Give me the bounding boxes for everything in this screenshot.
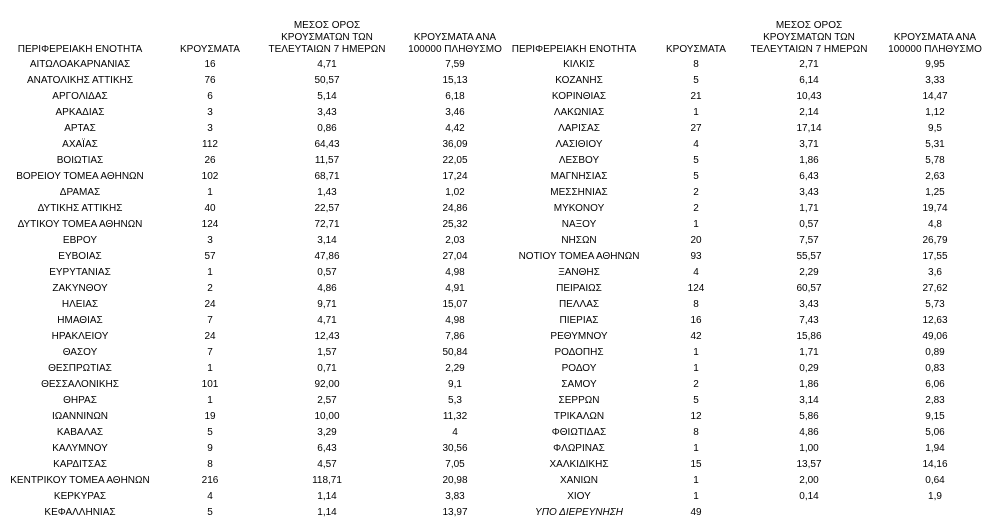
left-cases-cell: 57 bbox=[204, 251, 216, 262]
right-region-cell: ΛΑΣΙΘΙΟΥ bbox=[555, 139, 603, 150]
right-avg-cell: 2,71 bbox=[799, 59, 819, 70]
left-region-cell: ΘΗΡΑΣ bbox=[63, 395, 97, 406]
left-avg-cell: 12,43 bbox=[314, 331, 340, 342]
right-avg-cell: 7,57 bbox=[799, 235, 819, 246]
right-cases-cell: 4 bbox=[693, 267, 699, 278]
left-avg-cell: 2,57 bbox=[317, 395, 337, 406]
left-per100k-cell: 4,98 bbox=[445, 267, 465, 278]
right-avg-cell: 3,71 bbox=[799, 139, 819, 150]
table-row bbox=[0, 393, 990, 409]
left-cases-cell: 2 bbox=[207, 283, 213, 294]
right-avg-cell: 4,86 bbox=[799, 427, 819, 438]
right-cases-cell: 93 bbox=[690, 251, 702, 262]
left-cases-cell: 40 bbox=[204, 203, 216, 214]
table-row bbox=[0, 169, 990, 185]
right-cases-cell: 1 bbox=[693, 443, 699, 454]
right-per100k-cell: 26,79 bbox=[922, 235, 948, 246]
right-region-cell: ΡΟΔΟΠΗΣ bbox=[554, 347, 604, 358]
table-row bbox=[0, 281, 990, 297]
right-avg-cell: 1,71 bbox=[799, 347, 819, 358]
left-cases-cell: 3 bbox=[207, 235, 213, 246]
right-region-cell: ΚΟΖΑΝΗΣ bbox=[555, 75, 603, 86]
left-region-cell: ΗΛΕΙΑΣ bbox=[61, 299, 99, 310]
left-avg-cell: 3,14 bbox=[317, 235, 337, 246]
right-region-cell: ΜΥΚΟΝΟΥ bbox=[553, 203, 605, 214]
right-avg-cell: 3,43 bbox=[799, 187, 819, 198]
left-cases-cell: 1 bbox=[207, 395, 213, 406]
left-per100k-cell: 36,09 bbox=[442, 139, 468, 150]
right-avg-cell: 10,43 bbox=[796, 91, 822, 102]
right-cases-cell: 1 bbox=[693, 347, 699, 358]
header-avg-right: ΜΕΣΟΣ ΟΡΟΣ ΚΡΟΥΣΜΑΤΩΝ ΤΩΝ ΤΕΛΕΥΤΑΙΩΝ 7 ΗΜΕΡΩΝ bbox=[750, 20, 868, 55]
right-cases-cell: 5 bbox=[693, 171, 699, 182]
left-region-cell: ΒΟΡΕΙΟΥ ΤΟΜΕΑ ΑΘΗΝΩΝ bbox=[16, 171, 144, 182]
right-cases-cell: 8 bbox=[693, 427, 699, 438]
right-cases-cell: 2 bbox=[693, 187, 699, 198]
right-region-cell: ΣΕΡΡΩΝ bbox=[558, 395, 600, 406]
right-avg-cell: 2,14 bbox=[799, 107, 819, 118]
left-avg-cell: 22,57 bbox=[314, 203, 340, 214]
right-per100k-cell: 2,63 bbox=[925, 171, 945, 182]
right-per100k-cell: 3,33 bbox=[925, 75, 945, 86]
right-avg-cell: 7,43 bbox=[799, 315, 819, 326]
table-row bbox=[0, 233, 990, 249]
right-avg-cell: 6,14 bbox=[799, 75, 819, 86]
left-per100k-cell: 30,56 bbox=[442, 443, 468, 454]
left-region-cell: ΑΡΚΑΔΙΑΣ bbox=[55, 107, 105, 118]
right-cases-cell: 1 bbox=[693, 491, 699, 502]
table-row bbox=[0, 153, 990, 169]
left-avg-cell: 47,86 bbox=[314, 251, 340, 262]
left-cases-cell: 112 bbox=[202, 139, 218, 150]
left-per100k-cell: 25,32 bbox=[442, 219, 468, 230]
left-per100k-cell: 7,59 bbox=[445, 59, 465, 70]
left-per100k-cell: 4,42 bbox=[445, 123, 465, 134]
left-cases-cell: 4 bbox=[207, 491, 213, 502]
table-row bbox=[0, 73, 990, 89]
left-region-cell: ΒΟΙΩΤΙΑΣ bbox=[56, 155, 104, 166]
right-cases-cell: 1 bbox=[693, 219, 699, 230]
left-cases-cell: 6 bbox=[207, 91, 213, 102]
left-region-cell: ΔΡΑΜΑΣ bbox=[59, 187, 101, 198]
left-region-cell: ΕΥΒΟΙΑΣ bbox=[58, 251, 102, 262]
right-region-cell: ΤΡΙΚΑΛΩΝ bbox=[553, 411, 605, 422]
left-region-cell: ΕΥΡΥΤΑΝΙΑΣ bbox=[49, 267, 111, 278]
left-cases-cell: 24 bbox=[204, 299, 216, 310]
table-row bbox=[0, 105, 990, 121]
left-avg-cell: 10,00 bbox=[314, 411, 340, 422]
left-avg-cell: 64,43 bbox=[314, 139, 340, 150]
right-avg-cell: 5,86 bbox=[799, 411, 819, 422]
right-region-cell: ΜΕΣΣΗΝΙΑΣ bbox=[550, 187, 608, 198]
left-region-cell: ΗΜΑΘΙΑΣ bbox=[57, 315, 103, 326]
right-region-cell: ΝΗΣΩΝ bbox=[561, 235, 597, 246]
left-per100k-cell: 17,24 bbox=[442, 171, 468, 182]
left-avg-cell: 50,57 bbox=[314, 75, 340, 86]
right-per100k-cell: 1,9 bbox=[928, 491, 942, 502]
right-avg-cell: 1,86 bbox=[799, 155, 819, 166]
right-cases-cell: 124 bbox=[687, 283, 705, 294]
left-cases-cell: 1 bbox=[207, 187, 213, 198]
right-region-cell: ΠΙΕΡΙΑΣ bbox=[559, 315, 599, 326]
left-cases-cell: 1 bbox=[207, 267, 213, 278]
right-cases-cell: 5 bbox=[693, 75, 699, 86]
left-cases-cell: 16 bbox=[204, 59, 216, 70]
table-row bbox=[0, 121, 990, 137]
left-per100k-cell: 22,05 bbox=[442, 155, 468, 166]
right-per100k-cell: 12,63 bbox=[922, 315, 948, 326]
right-per100k-cell: 5,73 bbox=[925, 299, 945, 310]
header-per100k-right: ΚΡΟΥΣΜΑΤΑ ΑΝΑ 100000 ΠΛΗΘΥΣΜΟ bbox=[888, 32, 982, 55]
table-row bbox=[0, 249, 990, 265]
right-per100k-cell: 49,06 bbox=[922, 331, 948, 342]
right-avg-cell: 0,57 bbox=[799, 219, 819, 230]
right-cases-cell: 5 bbox=[693, 395, 699, 406]
right-cases-cell: 27 bbox=[690, 123, 702, 134]
left-cases-cell: 24 bbox=[204, 331, 216, 342]
left-region-cell: ΘΕΣΣΑΛΟΝΙΚΗΣ bbox=[41, 379, 119, 390]
left-per100k-cell: 2,03 bbox=[445, 235, 465, 246]
right-cases-cell: 1 bbox=[693, 363, 699, 374]
left-per100k-cell: 9,1 bbox=[448, 379, 462, 390]
table-row bbox=[0, 297, 990, 313]
left-cases-cell: 8 bbox=[207, 459, 213, 470]
right-per100k-cell: 14,47 bbox=[922, 91, 948, 102]
left-region-cell: ΑΡΓΟΛΙΔΑΣ bbox=[52, 91, 108, 102]
right-per100k-cell: 27,62 bbox=[922, 283, 948, 294]
right-region-cell: ΧΑΝΙΩΝ bbox=[559, 475, 599, 486]
table-row bbox=[0, 377, 990, 393]
left-avg-cell: 1,14 bbox=[317, 491, 337, 502]
right-per100k-cell: 1,25 bbox=[925, 187, 945, 198]
right-cases-cell: 49 bbox=[690, 507, 702, 518]
left-per100k-cell: 6,18 bbox=[445, 91, 465, 102]
left-per100k-cell: 4,91 bbox=[445, 283, 465, 294]
left-avg-cell: 72,71 bbox=[314, 219, 340, 230]
right-per100k-cell: 0,83 bbox=[925, 363, 945, 374]
left-cases-cell: 5 bbox=[207, 507, 213, 518]
right-per100k-cell: 0,89 bbox=[925, 347, 945, 358]
left-region-cell: ΘΕΣΠΡΩΤΙΑΣ bbox=[48, 363, 112, 374]
table-row bbox=[0, 361, 990, 377]
right-region-cell: ΧΙΟΥ bbox=[567, 491, 591, 502]
left-avg-cell: 0,86 bbox=[317, 123, 337, 134]
left-region-cell: ΑΧΑΪΑΣ bbox=[62, 139, 98, 150]
left-per100k-cell: 7,05 bbox=[445, 459, 465, 470]
header-cases-right: ΚΡΟΥΣΜΑΤΑ bbox=[666, 44, 726, 55]
left-region-cell: ΗΡΑΚΛΕΙΟΥ bbox=[51, 331, 109, 342]
left-avg-cell: 4,57 bbox=[317, 459, 337, 470]
right-region-cell: ΛΕΣΒΟΥ bbox=[558, 155, 600, 166]
right-region-cell: ΚΙΛΚΙΣ bbox=[563, 59, 595, 70]
right-region-cell: ΚΟΡΙΝΘΙΑΣ bbox=[551, 91, 607, 102]
left-avg-cell: 5,14 bbox=[317, 91, 337, 102]
left-cases-cell: 7 bbox=[207, 315, 213, 326]
data-table-body bbox=[0, 57, 990, 521]
right-avg-cell: 0,29 bbox=[799, 363, 819, 374]
right-avg-cell: 1,86 bbox=[799, 379, 819, 390]
right-avg-cell: 55,57 bbox=[796, 251, 822, 262]
right-per100k-cell: 5,06 bbox=[925, 427, 945, 438]
table-row bbox=[0, 265, 990, 281]
right-avg-cell: 2,00 bbox=[799, 475, 819, 486]
right-avg-cell: 13,57 bbox=[796, 459, 822, 470]
right-region-cell: ΡΕΘΥΜΝΟΥ bbox=[550, 331, 608, 342]
right-region-cell: ΝΑΞΟΥ bbox=[561, 219, 597, 230]
right-per100k-cell: 3,6 bbox=[928, 267, 942, 278]
right-cases-cell: 1 bbox=[693, 475, 699, 486]
left-per100k-cell: 24,86 bbox=[442, 203, 468, 214]
table-row bbox=[0, 57, 990, 73]
left-avg-cell: 68,71 bbox=[314, 171, 340, 182]
left-avg-cell: 1,57 bbox=[317, 347, 337, 358]
table-row bbox=[0, 409, 990, 425]
right-cases-cell: 8 bbox=[693, 59, 699, 70]
right-cases-cell: 15 bbox=[690, 459, 702, 470]
table-row bbox=[0, 329, 990, 345]
left-avg-cell: 1,14 bbox=[317, 507, 337, 518]
left-avg-cell: 92,00 bbox=[314, 379, 340, 390]
right-region-cell: ΝΟΤΙΟΥ ΤΟΜΕΑ ΑΘΗΝΩΝ bbox=[518, 251, 640, 262]
left-region-cell: ΔΥΤΙΚΗΣ ΑΤΤΙΚΗΣ bbox=[37, 203, 123, 214]
left-region-cell: ΚΑΒΑΛΑΣ bbox=[56, 427, 104, 438]
table-row bbox=[0, 425, 990, 441]
left-region-cell: ΚΕΡΚΥΡΑΣ bbox=[53, 491, 107, 502]
left-avg-cell: 4,71 bbox=[317, 59, 337, 70]
left-per100k-cell: 13,97 bbox=[442, 507, 468, 518]
right-per100k-cell: 5,31 bbox=[925, 139, 945, 150]
left-cases-cell: 101 bbox=[201, 379, 219, 390]
left-per100k-cell: 15,07 bbox=[442, 299, 468, 310]
right-avg-cell: 3,14 bbox=[799, 395, 819, 406]
table-row bbox=[0, 313, 990, 329]
left-cases-cell: 102 bbox=[201, 171, 219, 182]
right-region-cell: ΠΕΛΛΑΣ bbox=[558, 299, 600, 310]
right-cases-cell: 21 bbox=[690, 91, 702, 102]
left-cases-cell: 1 bbox=[207, 363, 213, 374]
left-per100k-cell: 7,86 bbox=[445, 331, 465, 342]
header-per100k-left: ΚΡΟΥΣΜΑΤΑ ΑΝΑ 100000 ΠΛΗΘΥΣΜΟ bbox=[408, 32, 502, 55]
right-cases-cell: 20 bbox=[690, 235, 702, 246]
right-avg-cell: 60,57 bbox=[796, 283, 822, 294]
left-region-cell: ΚΕΝΤΡΙΚΟΥ ΤΟΜΕΑ ΑΘΗΝΩΝ bbox=[10, 475, 150, 486]
header-region-left: ΠΕΡΙΦΕΡΕΙΑΚΗ ΕΝΟΤΗΤΑ bbox=[17, 44, 143, 55]
right-region-cell: ΧΑΛΚΙΔΙΚΗΣ bbox=[549, 459, 609, 470]
right-avg-cell: 6,43 bbox=[799, 171, 819, 182]
left-avg-cell: 4,86 bbox=[317, 283, 337, 294]
right-per100k-cell: 14,16 bbox=[922, 459, 948, 470]
left-avg-cell: 4,71 bbox=[317, 315, 337, 326]
left-region-cell: ΔΥΤΙΚΟΥ ΤΟΜΕΑ ΑΘΗΝΩΝ bbox=[17, 219, 143, 230]
left-avg-cell: 11,57 bbox=[314, 155, 340, 166]
right-per100k-cell: 6,06 bbox=[925, 379, 945, 390]
left-per100k-cell: 27,04 bbox=[442, 251, 468, 262]
right-cases-cell: 12 bbox=[690, 411, 702, 422]
left-cases-cell: 9 bbox=[207, 443, 213, 454]
right-avg-cell: 1,00 bbox=[799, 443, 819, 454]
right-region-cell: ΡΟΔΟΥ bbox=[561, 363, 597, 374]
left-per100k-cell: 11,32 bbox=[442, 411, 468, 422]
right-cases-cell: 1 bbox=[693, 107, 699, 118]
right-cases-cell: 5 bbox=[693, 155, 699, 166]
table-row bbox=[0, 345, 990, 361]
left-per100k-cell: 50,84 bbox=[442, 347, 468, 358]
left-per100k-cell: 2,29 bbox=[445, 363, 465, 374]
table-row bbox=[0, 505, 990, 521]
right-per100k-cell: 9,15 bbox=[925, 411, 945, 422]
right-cases-cell: 4 bbox=[693, 139, 699, 150]
right-avg-cell: 17,14 bbox=[796, 123, 822, 134]
header-region-right: ΠΕΡΙΦΕΡΕΙΑΚΗ ΕΝΟΤΗΤΑ bbox=[511, 44, 637, 55]
right-avg-cell: 3,43 bbox=[799, 299, 819, 310]
left-cases-cell: 216 bbox=[201, 475, 219, 486]
right-cases-cell: 8 bbox=[693, 299, 699, 310]
left-cases-cell: 3 bbox=[207, 123, 213, 134]
left-region-cell: ΑΡΤΑΣ bbox=[64, 123, 96, 134]
left-cases-cell: 26 bbox=[204, 155, 216, 166]
left-per100k-cell: 4,98 bbox=[445, 315, 465, 326]
left-cases-cell: 19 bbox=[204, 411, 216, 422]
header-avg-left: ΜΕΣΟΣ ΟΡΟΣ ΚΡΟΥΣΜΑΤΩΝ ΤΩΝ ΤΕΛΕΥΤΑΙΩΝ 7 ΗΜΕΡΩΝ bbox=[268, 20, 386, 55]
right-region-cell: ΛΑΚΩΝΙΑΣ bbox=[553, 107, 605, 118]
right-per100k-cell: 1,12 bbox=[925, 107, 945, 118]
left-avg-cell: 3,43 bbox=[317, 107, 337, 118]
left-region-cell: ΕΒΡΟΥ bbox=[62, 235, 98, 246]
left-cases-cell: 3 bbox=[207, 107, 213, 118]
left-cases-cell: 76 bbox=[204, 75, 216, 86]
left-avg-cell: 3,29 bbox=[317, 427, 337, 438]
left-region-cell: ΑΙΤΩΛΟΑΚΑΡΝΑΝΙΑΣ bbox=[29, 59, 131, 70]
right-per100k-cell: 9,95 bbox=[925, 59, 945, 70]
left-region-cell: ΙΩΑΝΝΙΝΩΝ bbox=[51, 411, 109, 422]
left-avg-cell: 0,71 bbox=[317, 363, 337, 374]
table-row bbox=[0, 217, 990, 233]
right-region-cell: ΦΘΙΩΤΙΔΑΣ bbox=[551, 427, 607, 438]
right-region-cell: ΛΑΡΙΣΑΣ bbox=[558, 123, 600, 134]
left-avg-cell: 118,71 bbox=[312, 475, 342, 486]
right-per100k-cell: 9,5 bbox=[928, 123, 942, 134]
left-per100k-cell: 15,13 bbox=[442, 75, 468, 86]
right-avg-cell: 1,71 bbox=[799, 203, 819, 214]
left-cases-cell: 7 bbox=[207, 347, 213, 358]
right-region-cell: ΦΛΩΡΙΝΑΣ bbox=[553, 443, 605, 454]
left-per100k-cell: 3,46 bbox=[445, 107, 465, 118]
left-region-cell: ΘΑΣΟΥ bbox=[62, 347, 98, 358]
left-avg-cell: 6,43 bbox=[317, 443, 337, 454]
table-row bbox=[0, 201, 990, 217]
right-per100k-cell: 0,64 bbox=[925, 475, 945, 486]
right-avg-cell: 2,29 bbox=[799, 267, 819, 278]
right-avg-cell: 15,86 bbox=[796, 331, 822, 342]
left-per100k-cell: 5,3 bbox=[448, 395, 462, 406]
right-cases-cell: 2 bbox=[693, 379, 699, 390]
right-cases-cell: 2 bbox=[693, 203, 699, 214]
right-avg-cell: 0,14 bbox=[799, 491, 819, 502]
left-region-cell: ΖΑΚΥΝΘΟΥ bbox=[52, 283, 108, 294]
left-per100k-cell: 20,98 bbox=[442, 475, 468, 486]
right-per100k-cell: 5,78 bbox=[925, 155, 945, 166]
left-cases-cell: 124 bbox=[201, 219, 219, 230]
right-cases-cell: 42 bbox=[690, 331, 702, 342]
right-region-cell: ΞΑΝΘΗΣ bbox=[558, 267, 600, 278]
table-row bbox=[0, 137, 990, 153]
left-region-cell: ΑΝΑΤΟΛΙΚΗΣ ΑΤΤΙΚΗΣ bbox=[26, 75, 134, 86]
table-row bbox=[0, 489, 990, 505]
table-row bbox=[0, 89, 990, 105]
table-row bbox=[0, 457, 990, 473]
right-per100k-cell: 1,94 bbox=[925, 443, 945, 454]
right-cases-cell: 16 bbox=[690, 315, 702, 326]
table-row bbox=[0, 185, 990, 201]
header-cases-left: ΚΡΟΥΣΜΑΤΑ bbox=[180, 44, 240, 55]
left-region-cell: ΚΕΦΑΛΛΗΝΙΑΣ bbox=[44, 507, 116, 518]
table-header bbox=[0, 0, 990, 56]
table-row bbox=[0, 473, 990, 489]
left-region-cell: ΚΑΡΔΙΤΣΑΣ bbox=[53, 459, 107, 470]
left-per100k-cell: 1,02 bbox=[445, 187, 465, 198]
left-per100k-cell: 3,83 bbox=[445, 491, 465, 502]
left-avg-cell: 0,57 bbox=[317, 267, 337, 278]
right-per100k-cell: 4,8 bbox=[928, 219, 942, 230]
right-per100k-cell: 17,55 bbox=[922, 251, 948, 262]
left-per100k-cell: 4 bbox=[452, 427, 458, 438]
left-avg-cell: 1,43 bbox=[317, 187, 337, 198]
left-cases-cell: 5 bbox=[207, 427, 213, 438]
left-region-cell: ΚΑΛΥΜΝΟΥ bbox=[52, 443, 108, 454]
right-region-cell: ΣΑΜΟΥ bbox=[561, 379, 597, 390]
table-row bbox=[0, 441, 990, 457]
left-avg-cell: 9,71 bbox=[317, 299, 337, 310]
right-region-cell: ΠΕΙΡΑΙΩΣ bbox=[556, 283, 602, 294]
right-per100k-cell: 19,74 bbox=[922, 203, 948, 214]
right-per100k-cell: 2,83 bbox=[925, 395, 945, 406]
right-region-cell: ΥΠΟ ΔΙΕΡΕΥΝΗΣΗ bbox=[535, 507, 623, 518]
right-region-cell: ΜΑΓΝΗΣΙΑΣ bbox=[550, 171, 608, 182]
